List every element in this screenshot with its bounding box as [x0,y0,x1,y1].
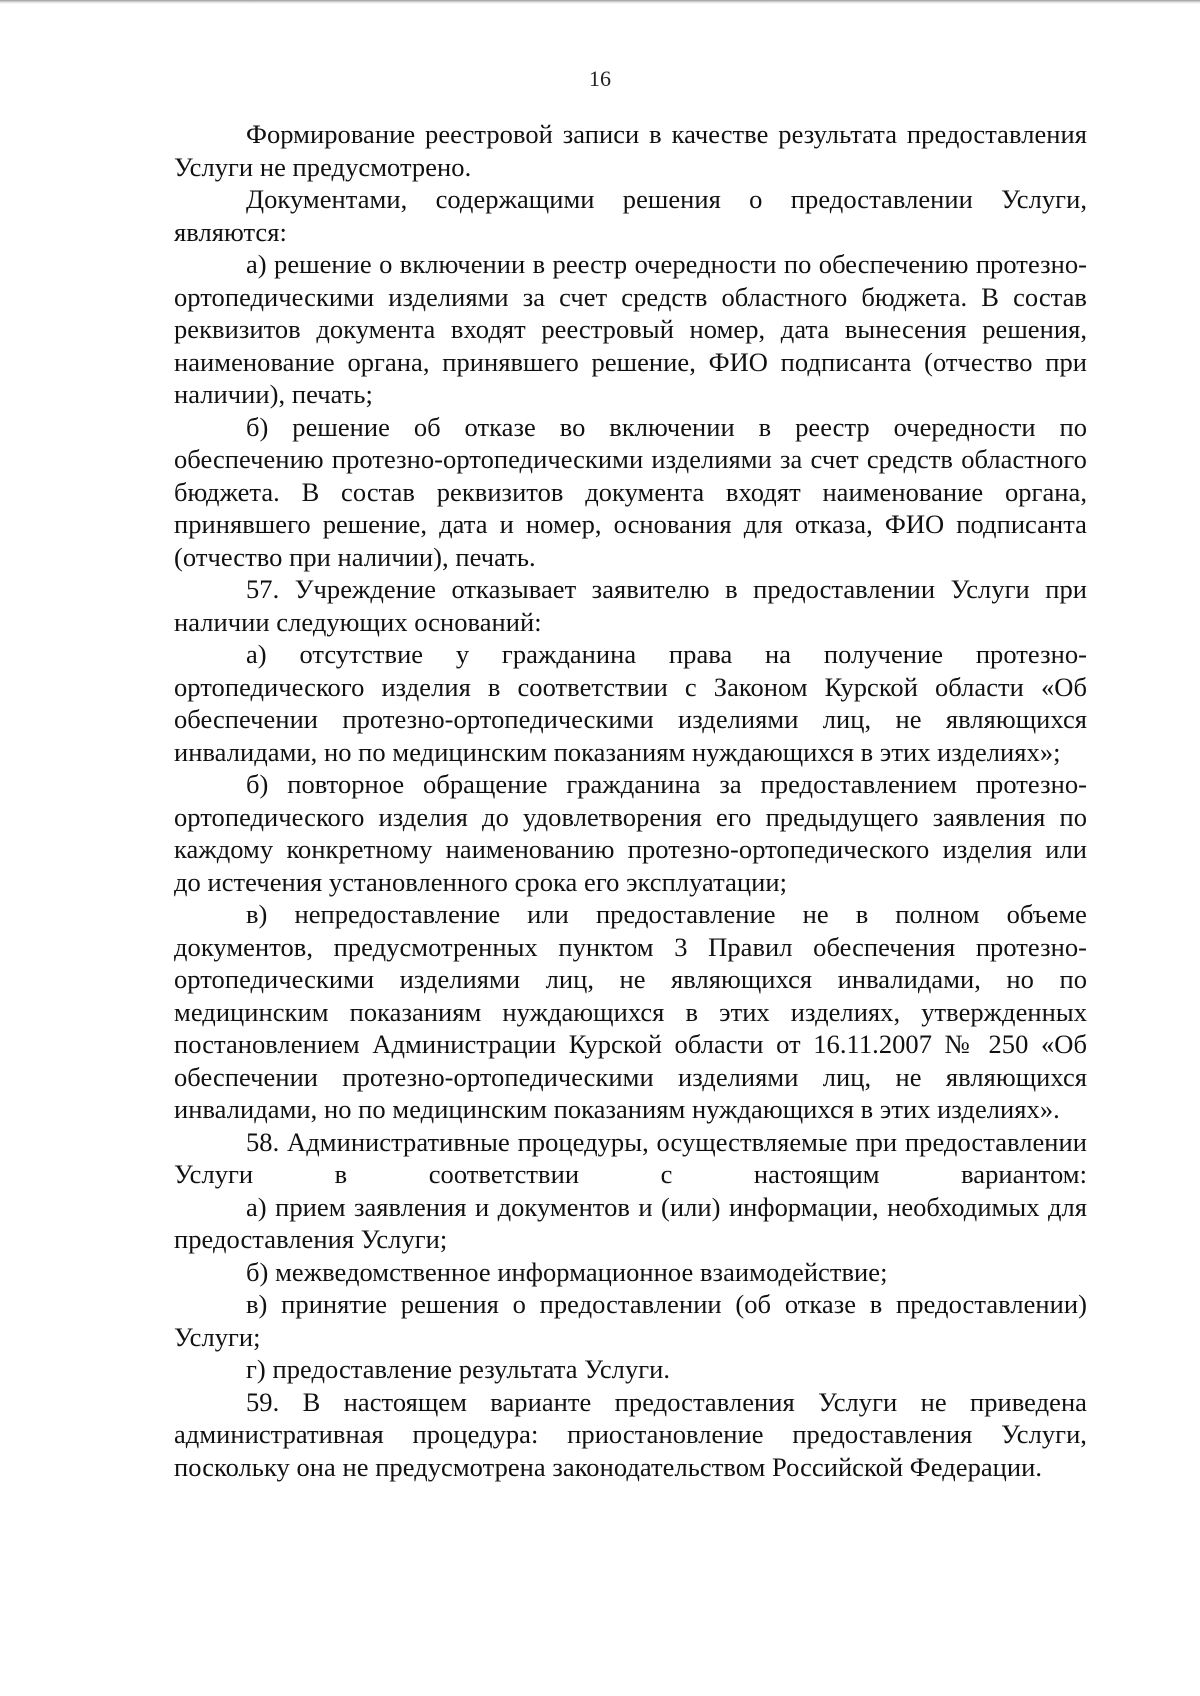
paragraph-decision-documents: Документами, содержащими решения о предоставлении Услуги, являются: [174,184,1087,247]
paragraph-58a-application: а) прием заявления и документов и (или) информации, необходимых для предоставления Услуги; [174,1191,1087,1254]
paragraph-58c-decision: в) принятие решения о предоставлении (об отказе в предоставлении) Услуги; [174,1289,1087,1352]
paragraph-57c-missing-documents: в) непредоставление или предоставление не в полном объеме документов, предусмотренных пунктом 3 Правил обеспечения протезно-ортопедическими изделиями лиц, не являющихся инвалидами, но по медицинским показаниям нуждающихся в этих изделиях, утвержденных постановлением Администрации Курской области от 16.11.2007 № 250 «Об обеспечении протезно-ортопедическими изделиями лиц, не являющихся инвалидами, но по медицинским показаниям нуждающихся в этих изделиях». [174,899,1087,1124]
paragraph-decision-refusal: б) решение об отказе во включении в реестр очередности по обеспечению протезно-ортопедическими изделиями за счет средств областного бюджета. В состав реквизитов документа входят наименование органа, принявшего решение, дата и номер, основания для отказа, ФИО подписанта (отчество при наличии), печать. [174,411,1087,572]
paragraph-registry-record: Формирование реестровой записи в качестве результата предоставления Услуги не предусмотрено. [174,119,1087,182]
paragraph-58b-interagency: б) межведомственное информационное взаимодействие; [246,1256,888,1287]
paragraph-57a-no-right: а) отсутствие у гражданина права на получение протезно-ортопедического изделия в соответствии с Законом Курской области «Об обеспечении протезно-ортопедическими изделиями лиц, не являющихся инвалидами, но по медицинским показаниям нуждающихся в этих изделиях»; [174,639,1087,767]
paragraph-58d-result: г) предоставление результата Услуги. [246,1354,671,1384]
page-number: 16 [589,66,611,91]
paragraph-59-suspension: 59. В настоящем варианте предоставления Услуги не приведена административная процедура: приостановление предоставления Услуги, поскольку она не предусмотрена законодательством Российской Федерации. [174,1386,1087,1482]
paragraph-57b-repeat-request: б) повторное обращение гражданина за предоставлением протезно-ортопедического изделия до удовлетворения его предыдущего заявления по каждому конкретному наименованию протезно-ортопедического изделия или до истечения установленного срока его эксплуатации; [174,769,1087,897]
document-body [174,118,1087,1483]
paragraph-decision-inclusion: а) решение о включении в реестр очередности по обеспечению протезно-ортопедическими изделиями за счет средств областного бюджета. В состав реквизитов документа входят реестровый номер, дата вынесения решения, наименование органа, принявшего решение, ФИО подписанта (отчество при наличии), печать; [174,249,1087,409]
paragraph-58-procedures: 58. Административные процедуры, осуществляемые при предоставлении Услуги в соответствии с настоящим вариантом: [174,1126,1087,1189]
scan-edge-shadow [0,0,1200,4]
paragraph-57-refusal-grounds: 57. Учреждение отказывает заявителю в предоставлении Услуги при наличии следующих оснований: [174,574,1087,637]
